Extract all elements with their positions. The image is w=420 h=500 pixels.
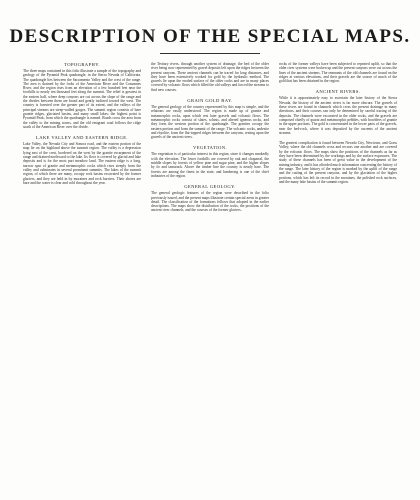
section-heading: GENERAL GEOLOGY.	[184, 184, 236, 190]
text-column-1	[23, 62, 141, 492]
title-rule	[160, 53, 260, 54]
section	[151, 145, 269, 178]
section	[151, 98, 269, 139]
section-text: The three maps contained in this folio illustrate a sample of the topography and geology of the Pyramid Peak quadrangle, in the Sierra Nevada of California. The quadrangle lies between the Sacramento Valley and the crest of the range. The area is drained by the forks of the American River and the Cosumnes River, and the region rises from an elevation of a few hundred feet near the foothills to nearly ten thousand feet along the summit. The relief is greatest in the eastern half, where deep canyons are cut across the slope of the range and the divides between them are broad and gently inclined toward the west. The country is forested over the greater part of its extent, and the valleys of the principal streams are steep-walled gorges. The summit region consists of bare granite ridges, glaciated basins, and many small lakes; the highest point is Pyramid Peak, from which the quadrangle is named. Roads cross the area from the valley to the mining towns, and the old emigrant road follows the ridge south of the American River over the divide.	[23, 69, 141, 129]
section-heading: LAKE VALLEY AND EASTERN RIDGE.	[36, 135, 128, 141]
section-heading: VEGETATION.	[192, 145, 227, 151]
section-text: The general geology of the country represented by this map is simple, and the relations are easily understood. The region is made up of granite and metamorphic rocks, upon which rest later gravels and volcanic flows. The metamorphic rocks consist of slates, schists, and altered igneous rocks, and they form the western portion of the quadrangle. The granites occupy the eastern portion and form the summit of the range. The volcanic rocks, andesite and rhyolite, form the flat-topped ridges between the canyons, resting upon the gravels of the ancient rivers.	[151, 105, 269, 140]
section	[23, 135, 141, 185]
section-text: The greatest complication is found between Nevada City, Newtown, and Grass Valley, where the old channels cross and recross one another and are covered by the volcanic flows. The maps show the positions of the channels as far as they have been determined by the workings and by the surface exposures. The study of these channels has been of great value in the development of the mining industry, and it has afforded much information concerning the history of the range. The later history of the region is marked by the uplift of the range and the cutting of the present canyons, and by the glaciation of the higher portions, which has left its record in the moraines, the polished rock surfaces, and the many lake basins of the summit region.	[279, 141, 397, 184]
section	[23, 62, 141, 129]
section-text: rocks of the former valleys have been subjected to repeated uplift, so that the older river systems were broken up and the present canyons were cut across the lines of the ancient streams. The remnants of the old channels are found on the ridges at various elevations, and their gravels are the source of much of the gold that has been obtained in the region.	[279, 62, 397, 84]
page-title: DESCRIPTION OF THE SPECIAL MAPS.	[9, 26, 411, 47]
section-text: The vegetation is of particular interest in this region, since it changes markedly with the elevation. The lower foothills are covered by oak and chaparral, the middle slopes by forests of yellow pine and sugar pine, and the higher slopes by fir and tamarack. Above the timber line the country is nearly bare. The forests are among the finest in the state, and lumbering is one of the chief industries of the region.	[151, 152, 269, 178]
section	[279, 89, 397, 135]
section-heading: ANCIENT RIVERS.	[315, 89, 361, 95]
section	[279, 141, 397, 184]
section	[279, 62, 397, 83]
section-text: The general geologic features of the region were described in the folio previously issued, and the present maps illustrate certain special areas in greater detail. The classification of the formations follows that adopted in the earlier descriptions. The maps show the distribution of the rocks, the positions of the ancient river channels, and the courses of the former glaciers.	[151, 191, 269, 213]
text-column-2	[151, 62, 269, 492]
section-text: the Tertiary rivers, through another system of drainage, the bed of the older river being now represented by gravel deposits left upon the ridges between the present canyons. These ancient channels can be traced for long distances, and they have been extensively worked for gold by the hydraulic method. The gravels lie upon the eroded surface of the older rocks and are in many places covered by volcanic flows which filled the old valleys and forced the streams to find new courses.	[151, 62, 269, 92]
section-heading: TOPOGRAPHY.	[64, 62, 100, 67]
text-column-3	[279, 62, 397, 492]
section-heading: GRAIN GOLD BAY.	[187, 98, 233, 104]
section	[151, 62, 269, 92]
section-text: While it is approximately easy to ascertain the later history of the Sierra Nevada, the history of the ancient rivers is far more obscure. The gravels of these rivers are found in channels which cross the present drainage in many directions, and their courses can only be determined by careful tracing of the deposits. The channels were excavated in the older rocks, and the gravels are composed chiefly of quartz and metamorphic pebbles, with bowlders of granite in the upper portions. The gold is concentrated in the lower parts of the gravels, near the bed-rock, where it was deposited by the currents of the ancient streams.	[279, 96, 397, 135]
section	[151, 184, 269, 212]
section-text: Lake Valley, the Nevada City and Sonora road, and the eastern portion of the map lie on the highland above the summit region. The valley is a depression lying east of the crest, bordered on the west by the granite escarpment of the range and drained northward to the lake. Its floor is covered by glacial and lake deposits and is for the most part meadow land. The eastern ridge is a long, narrow spur of granite and metamorphic rocks which rises steeply from the valley and culminates in several prominent summits. The lakes of the summit region, of which there are many, occupy rock basins excavated by the former glaciers, and they are held in by moraines and rock barriers. Their shores are bare and the water is clear and cold throughout the year.	[23, 142, 141, 185]
